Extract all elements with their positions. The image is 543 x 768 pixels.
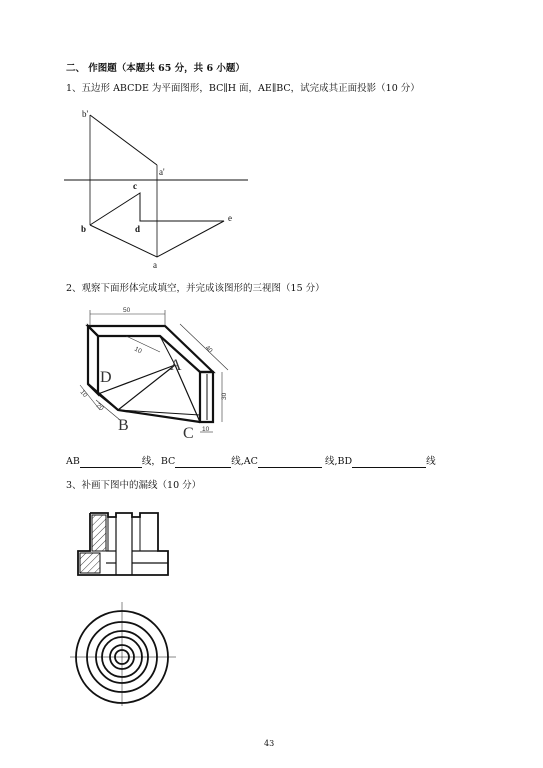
label-b: b xyxy=(81,224,87,234)
blank-bc[interactable] xyxy=(175,457,231,468)
blank-ab[interactable] xyxy=(80,457,142,468)
dim-30: 30 xyxy=(221,392,228,400)
dim-10-c: 10 xyxy=(202,426,210,433)
blank-bd[interactable] xyxy=(352,457,426,468)
q3-top-view-circles xyxy=(70,600,180,710)
vertex-A: A xyxy=(170,357,182,374)
q2-solid-drawing xyxy=(60,300,250,450)
q3-section-drawing xyxy=(70,505,180,585)
label-d: d xyxy=(135,224,141,234)
page-number: 43 xyxy=(264,739,275,748)
label-e: e xyxy=(228,213,232,223)
label-c: c xyxy=(133,181,137,191)
question-1-text: 1、五边形 ABCDE 为平面图形，BC∥H 面，AE∥BC，试完成其正面投影（10 分） xyxy=(66,83,420,94)
fill-ab: AB xyxy=(66,456,80,467)
vertex-B: B xyxy=(118,417,129,434)
label-b-prime: b' xyxy=(82,109,89,119)
fill-end: 线 xyxy=(426,456,436,467)
q1-projection-drawing xyxy=(60,105,260,275)
label-a: a xyxy=(153,260,157,270)
question-2-text: 2、观察下面形体完成填空，并完成该图形的三视图（15 分） xyxy=(66,283,325,294)
dim-20: 20 xyxy=(94,402,105,413)
dim-10-b: 10 xyxy=(78,388,89,399)
blank-ac[interactable] xyxy=(258,457,322,468)
dim-40: 40 xyxy=(203,344,214,355)
fill-bc: 线，BC xyxy=(141,456,176,467)
dim-10-a: 10 xyxy=(133,345,143,356)
vertex-C: C xyxy=(183,425,194,442)
q2-fill-blanks xyxy=(66,456,436,468)
section-title: 二、 作图题（本题共 65 分，共 6 小题） xyxy=(66,63,245,74)
label-a-prime: a' xyxy=(159,167,165,177)
fill-ac: 线,AC xyxy=(231,456,258,467)
vertex-D: D xyxy=(100,369,112,386)
question-3-text: 3、补画下图中的漏线（10 分） xyxy=(66,480,202,491)
dim-50: 50 xyxy=(123,307,131,314)
fill-bd: 线,BD xyxy=(321,456,353,467)
